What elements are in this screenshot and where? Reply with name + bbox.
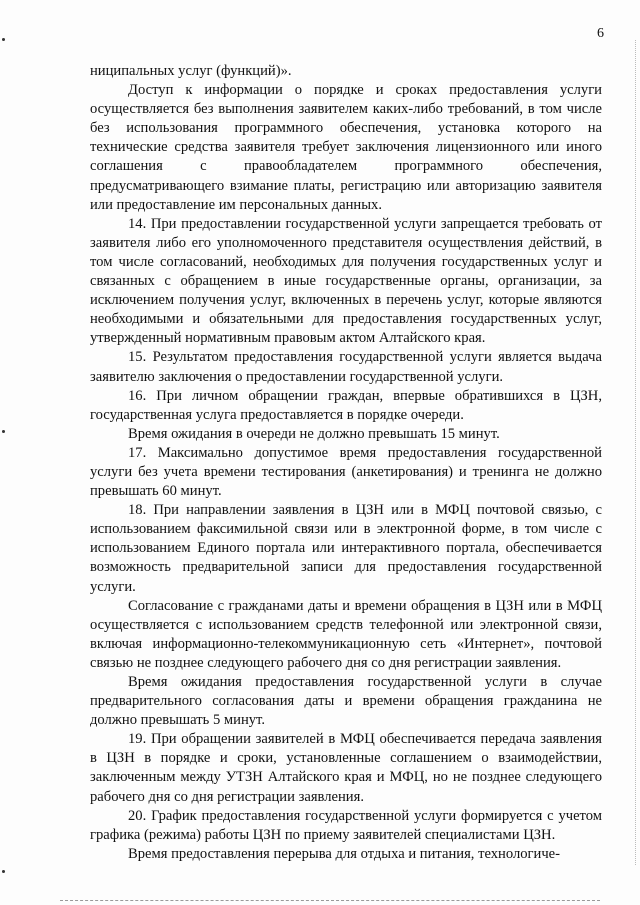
scan-bottom-edge xyxy=(60,900,600,901)
page-number: 6 xyxy=(597,26,604,41)
paragraph: Время ожидания в очереди не должно превышать 15 минут. xyxy=(128,425,500,442)
paragraph: Время ожидания предоставления государственной услуги в случае предварительного согласования даты и времени обращения гражданина не должно превышать 5 минут. xyxy=(90,674,602,729)
paragraph: Доступ к информации о порядке и сроках предоставления услуги осуществляется без выполнения заявителем каких-либо требований, в том числе без использования программного обеспечения, установка которого на технические средства заявителя требует заключения лицензионного или иного соглашения с правообладателем программного обеспечения, предусматривающего взимание платы, регистрацию или авторизацию заявителя или предоставление им персональных данных. xyxy=(90,82,602,213)
scan-artifact xyxy=(2,430,5,433)
paragraph-16: 16. При личном обращении граждан, впервые обратившихся в ЦЗН, государственная услуга предоставляется в порядке очереди. xyxy=(90,387,602,423)
scan-artifact xyxy=(2,38,5,41)
paragraph: Согласование с гражданами даты и времени обращения в ЦЗН или в МФЦ осуществляется с использованием средств телефонной или электронной связи, включая информационно-телекоммуникационную сеть «Интернет», почтовой связью не позднее следующего рабочего дня со дня регистрации заявления. xyxy=(90,597,602,671)
scan-edge xyxy=(635,40,636,865)
document-body xyxy=(90,62,602,864)
paragraph-14: 14. При предоставлении государственной услуги запрещается требовать от заявителя либо его уполномоченного представителя осуществления действий, в том числе согласований, необходимых для получения государственных услуг и связанных с обращением в иные государственные органы, организации, за исключением получения услуг, включенных в перечень услуг, которые являются необходимыми и обязательными для предоставления государственных услуг, утвержденный нормативным правовым актом Алтайского края. xyxy=(90,215,602,347)
paragraph-20: 20. График предоставления государственной услуги формируется с учетом графика (режима) работы ЦЗН по приему заявителей специалистами ЦЗН. xyxy=(90,807,602,843)
paragraph-continuation: ниципальных услуг (функций)». xyxy=(90,63,292,79)
paragraph-18: 18. При направлении заявления в ЦЗН или в МФЦ почтовой связью, с использованием факсимильной связи или в электронной форме, в том числе с использованием Единого портала или интерактивного портала, обеспечивается возможность предварительной записи для предоставления государственной услуги. xyxy=(90,502,602,595)
paragraph-19: 19. При обращении заявителей в МФЦ обеспечивается передача заявления в ЦЗН в порядке и сроки, установленные соглашением о взаимодействии, заключенным между УТЗН Алтайского края и МФЦ, но не позднее следующего рабочего дня со дня регистрации заявления. xyxy=(90,731,602,805)
scan-artifact xyxy=(2,870,5,873)
paragraph-15: 15. Результатом предоставления государственной услуги является выдача заявителю заключения о предоставлении государственной услуги. xyxy=(90,349,602,385)
paragraph-17: 17. Максимально допустимое время предоставления государственной услуги без учета времени тестирования (анкетирования) и тренинга не должно превышать 60 минут. xyxy=(90,444,602,500)
paragraph: Время предоставления перерыва для отдыха и питания, технологиче- xyxy=(128,845,561,862)
